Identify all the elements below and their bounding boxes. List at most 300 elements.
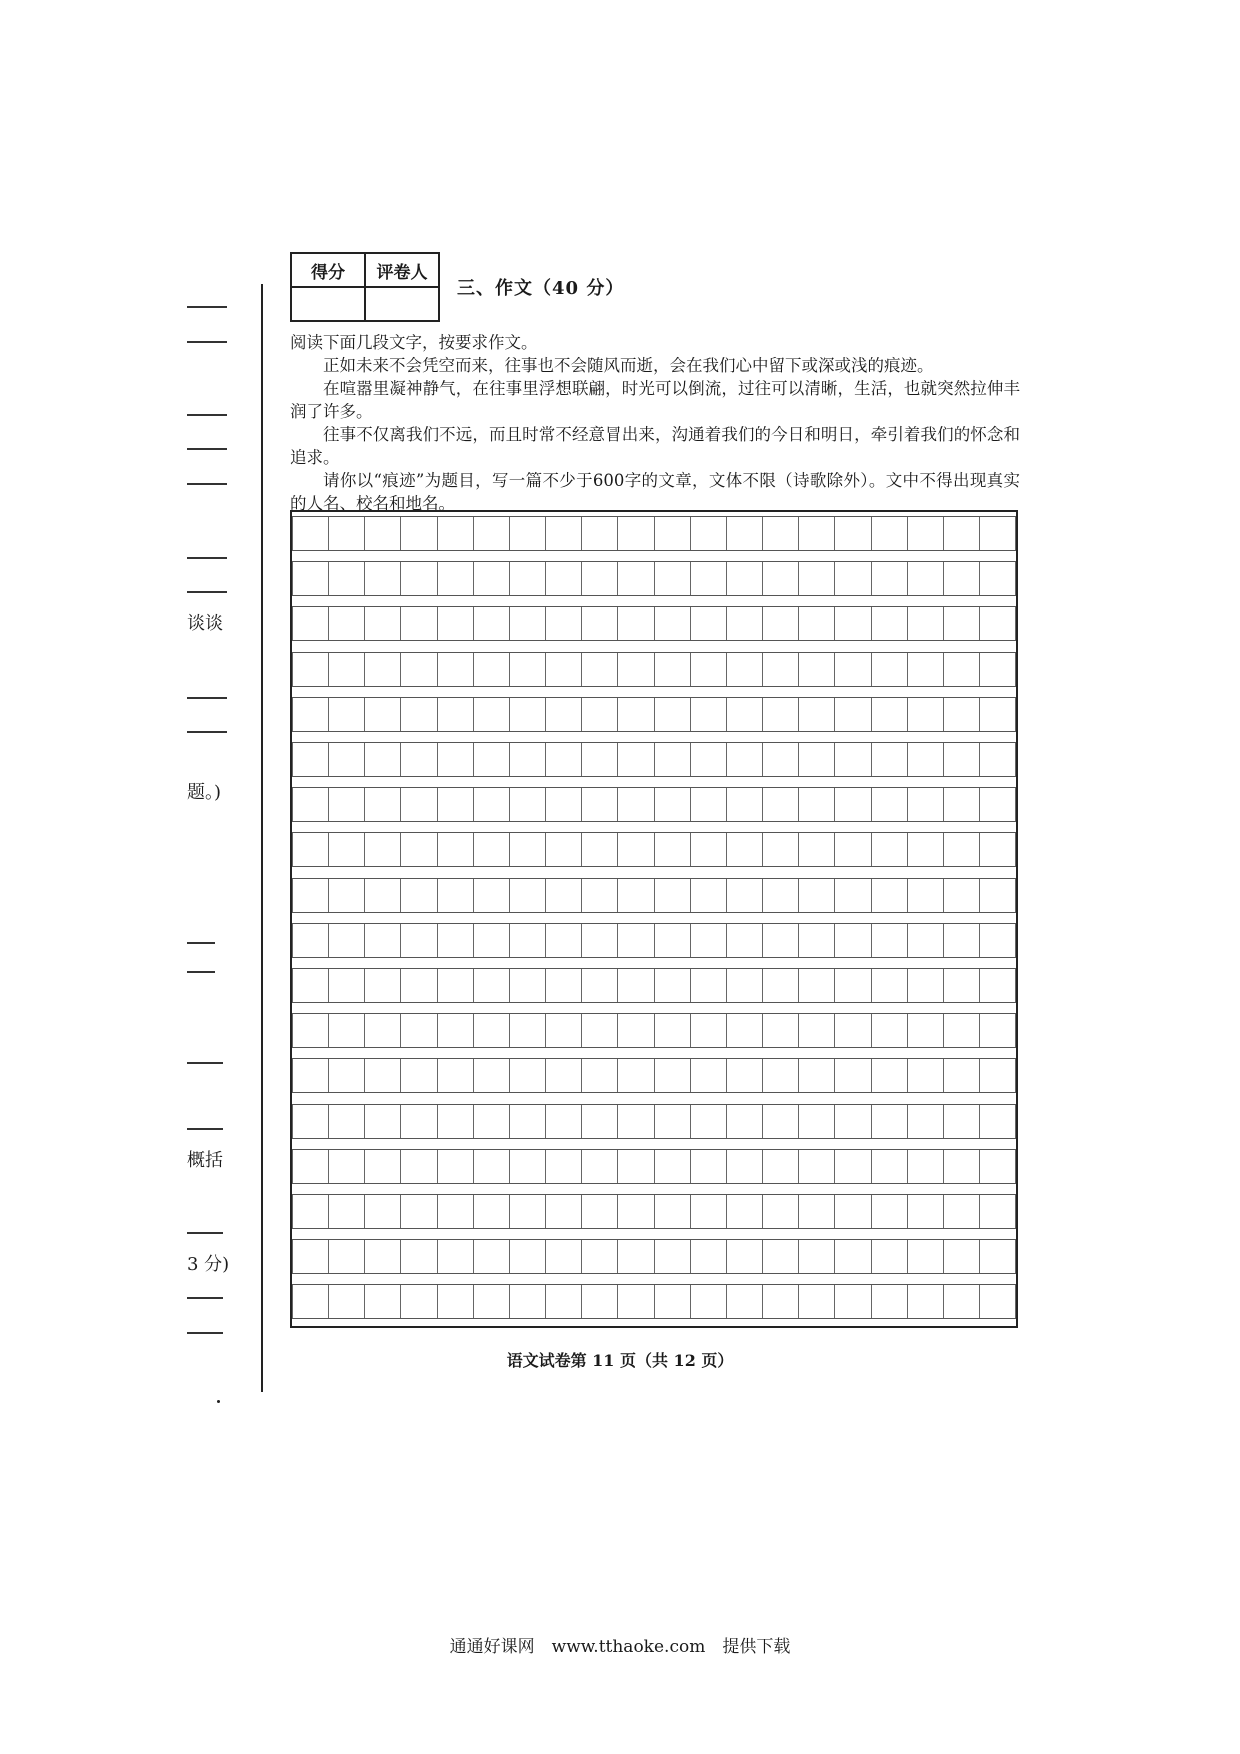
grid-cell[interactable] <box>329 1105 365 1138</box>
grid-cell[interactable] <box>872 924 908 957</box>
grid-cell[interactable] <box>944 1285 980 1318</box>
grid-cell[interactable] <box>944 1240 980 1273</box>
grader-field[interactable] <box>365 287 439 321</box>
grid-cell[interactable] <box>799 562 835 595</box>
grid-cell[interactable] <box>655 879 691 912</box>
grid-cell[interactable] <box>763 653 799 686</box>
grid-cell[interactable] <box>292 517 329 550</box>
grid-cell[interactable] <box>546 1195 582 1228</box>
score-field[interactable] <box>291 287 365 321</box>
grid-cell[interactable] <box>944 607 980 640</box>
grid-cell[interactable] <box>727 1059 763 1092</box>
grid-cell[interactable] <box>908 1240 944 1273</box>
grid-cell[interactable] <box>438 1105 474 1138</box>
grid-cell[interactable] <box>944 653 980 686</box>
grid-cell[interactable] <box>618 743 654 776</box>
grid-cell[interactable] <box>546 1240 582 1273</box>
grid-cell[interactable] <box>872 1240 908 1273</box>
grid-cell[interactable] <box>655 698 691 731</box>
grid-cell[interactable] <box>655 1014 691 1047</box>
grid-cell[interactable] <box>980 1285 1016 1318</box>
grid-cell[interactable] <box>582 1105 618 1138</box>
grid-cell[interactable] <box>799 1195 835 1228</box>
grid-cell[interactable] <box>292 1240 329 1273</box>
grid-cell[interactable] <box>365 969 401 1002</box>
grid-cell[interactable] <box>872 607 908 640</box>
grid-cell[interactable] <box>618 1150 654 1183</box>
grid-cell[interactable] <box>292 607 329 640</box>
grid-cell[interactable] <box>835 1195 871 1228</box>
grid-cell[interactable] <box>727 1195 763 1228</box>
grid-cell[interactable] <box>365 1195 401 1228</box>
grid-cell[interactable] <box>438 788 474 821</box>
grid-cell[interactable] <box>799 517 835 550</box>
grid-cell[interactable] <box>655 607 691 640</box>
grid-cell[interactable] <box>510 833 546 866</box>
grid-cell[interactable] <box>908 1195 944 1228</box>
grid-cell[interactable] <box>655 653 691 686</box>
grid-cell[interactable] <box>401 1195 437 1228</box>
grid-cell[interactable] <box>618 1240 654 1273</box>
grid-cell[interactable] <box>582 1195 618 1228</box>
grid-cell[interactable] <box>691 1240 727 1273</box>
grid-cell[interactable] <box>618 1014 654 1047</box>
grid-cell[interactable] <box>438 1195 474 1228</box>
grid-cell[interactable] <box>835 517 871 550</box>
grid-cell[interactable] <box>980 562 1016 595</box>
grid-cell[interactable] <box>546 653 582 686</box>
grid-cell[interactable] <box>582 653 618 686</box>
grid-cell[interactable] <box>872 653 908 686</box>
grid-cell[interactable] <box>401 607 437 640</box>
grid-cell[interactable] <box>944 788 980 821</box>
grid-cell[interactable] <box>655 562 691 595</box>
grid-cell[interactable] <box>582 743 618 776</box>
grid-cell[interactable] <box>474 562 510 595</box>
grid-cell[interactable] <box>944 924 980 957</box>
grid-cell[interactable] <box>763 562 799 595</box>
grid-cell[interactable] <box>618 788 654 821</box>
grid-cell[interactable] <box>292 879 329 912</box>
grid-cell[interactable] <box>329 1195 365 1228</box>
grid-cell[interactable] <box>908 1285 944 1318</box>
grid-cell[interactable] <box>510 517 546 550</box>
grid-cell[interactable] <box>582 1014 618 1047</box>
grid-cell[interactable] <box>691 833 727 866</box>
grid-cell[interactable] <box>401 1059 437 1092</box>
grid-cell[interactable] <box>618 517 654 550</box>
grid-cell[interactable] <box>365 1240 401 1273</box>
grid-cell[interactable] <box>727 969 763 1002</box>
grid-cell[interactable] <box>546 1285 582 1318</box>
grid-cell[interactable] <box>655 517 691 550</box>
grid-cell[interactable] <box>908 562 944 595</box>
grid-cell[interactable] <box>944 1105 980 1138</box>
grid-cell[interactable] <box>292 1105 329 1138</box>
grid-cell[interactable] <box>691 879 727 912</box>
grid-cell[interactable] <box>691 653 727 686</box>
grid-cell[interactable] <box>582 517 618 550</box>
grid-cell[interactable] <box>329 743 365 776</box>
grid-cell[interactable] <box>618 1059 654 1092</box>
grid-cell[interactable] <box>835 1105 871 1138</box>
grid-cell[interactable] <box>872 833 908 866</box>
grid-cell[interactable] <box>944 1150 980 1183</box>
grid-cell[interactable] <box>691 1150 727 1183</box>
grid-cell[interactable] <box>872 1285 908 1318</box>
grid-cell[interactable] <box>474 517 510 550</box>
grid-cell[interactable] <box>510 969 546 1002</box>
grid-cell[interactable] <box>872 743 908 776</box>
grid-cell[interactable] <box>510 562 546 595</box>
grid-cell[interactable] <box>691 562 727 595</box>
grid-cell[interactable] <box>474 833 510 866</box>
grid-cell[interactable] <box>835 1150 871 1183</box>
grid-cell[interactable] <box>908 743 944 776</box>
grid-cell[interactable] <box>980 879 1016 912</box>
grid-cell[interactable] <box>292 562 329 595</box>
grid-cell[interactable] <box>908 833 944 866</box>
grid-cell[interactable] <box>908 1059 944 1092</box>
grid-cell[interactable] <box>582 607 618 640</box>
grid-cell[interactable] <box>365 1059 401 1092</box>
grid-cell[interactable] <box>835 1014 871 1047</box>
grid-cell[interactable] <box>438 833 474 866</box>
grid-cell[interactable] <box>510 1014 546 1047</box>
grid-cell[interactable] <box>365 562 401 595</box>
grid-cell[interactable] <box>980 969 1016 1002</box>
grid-cell[interactable] <box>546 1059 582 1092</box>
grid-cell[interactable] <box>510 698 546 731</box>
grid-cell[interactable] <box>763 924 799 957</box>
grid-cell[interactable] <box>944 1059 980 1092</box>
grid-cell[interactable] <box>546 517 582 550</box>
grid-cell[interactable] <box>365 1285 401 1318</box>
grid-cell[interactable] <box>401 562 437 595</box>
grid-cell[interactable] <box>474 788 510 821</box>
grid-cell[interactable] <box>655 924 691 957</box>
grid-cell[interactable] <box>944 833 980 866</box>
grid-cell[interactable] <box>835 607 871 640</box>
grid-cell[interactable] <box>799 879 835 912</box>
grid-cell[interactable] <box>763 1150 799 1183</box>
grid-cell[interactable] <box>727 1105 763 1138</box>
grid-cell[interactable] <box>510 1059 546 1092</box>
grid-cell[interactable] <box>546 833 582 866</box>
grid-cell[interactable] <box>329 879 365 912</box>
grid-cell[interactable] <box>655 743 691 776</box>
grid-cell[interactable] <box>655 788 691 821</box>
grid-cell[interactable] <box>691 607 727 640</box>
grid-cell[interactable] <box>618 607 654 640</box>
grid-cell[interactable] <box>510 607 546 640</box>
grid-cell[interactable] <box>292 1014 329 1047</box>
grid-cell[interactable] <box>691 1285 727 1318</box>
grid-cell[interactable] <box>727 607 763 640</box>
grid-cell[interactable] <box>510 1105 546 1138</box>
grid-cell[interactable] <box>799 743 835 776</box>
grid-cell[interactable] <box>980 743 1016 776</box>
grid-cell[interactable] <box>618 879 654 912</box>
grid-cell[interactable] <box>872 969 908 1002</box>
grid-cell[interactable] <box>872 1150 908 1183</box>
grid-cell[interactable] <box>510 924 546 957</box>
grid-cell[interactable] <box>582 1059 618 1092</box>
grid-cell[interactable] <box>365 743 401 776</box>
grid-cell[interactable] <box>763 788 799 821</box>
grid-cell[interactable] <box>799 833 835 866</box>
grid-cell[interactable] <box>546 788 582 821</box>
grid-cell[interactable] <box>474 1285 510 1318</box>
grid-cell[interactable] <box>438 969 474 1002</box>
grid-cell[interactable] <box>763 1285 799 1318</box>
grid-cell[interactable] <box>691 698 727 731</box>
grid-cell[interactable] <box>835 653 871 686</box>
grid-cell[interactable] <box>329 698 365 731</box>
grid-cell[interactable] <box>546 924 582 957</box>
grid-cell[interactable] <box>546 562 582 595</box>
grid-cell[interactable] <box>329 1240 365 1273</box>
grid-cell[interactable] <box>582 833 618 866</box>
grid-cell[interactable] <box>292 1285 329 1318</box>
grid-cell[interactable] <box>292 1150 329 1183</box>
grid-cell[interactable] <box>944 879 980 912</box>
grid-cell[interactable] <box>691 788 727 821</box>
grid-cell[interactable] <box>799 607 835 640</box>
grid-cell[interactable] <box>908 1105 944 1138</box>
grid-cell[interactable] <box>546 1014 582 1047</box>
grid-cell[interactable] <box>510 653 546 686</box>
grid-cell[interactable] <box>474 924 510 957</box>
grid-cell[interactable] <box>618 833 654 866</box>
grid-cell[interactable] <box>438 1014 474 1047</box>
grid-cell[interactable] <box>763 517 799 550</box>
grid-cell[interactable] <box>438 924 474 957</box>
grid-cell[interactable] <box>944 1014 980 1047</box>
grid-cell[interactable] <box>401 924 437 957</box>
grid-cell[interactable] <box>329 562 365 595</box>
grid-cell[interactable] <box>980 653 1016 686</box>
grid-cell[interactable] <box>582 788 618 821</box>
grid-cell[interactable] <box>401 833 437 866</box>
grid-cell[interactable] <box>546 879 582 912</box>
grid-cell[interactable] <box>401 653 437 686</box>
grid-cell[interactable] <box>655 1105 691 1138</box>
grid-cell[interactable] <box>365 653 401 686</box>
grid-cell[interactable] <box>908 1014 944 1047</box>
grid-cell[interactable] <box>691 1105 727 1138</box>
grid-cell[interactable] <box>727 517 763 550</box>
grid-cell[interactable] <box>401 743 437 776</box>
grid-cell[interactable] <box>438 517 474 550</box>
grid-cell[interactable] <box>727 1240 763 1273</box>
grid-cell[interactable] <box>655 1059 691 1092</box>
grid-cell[interactable] <box>401 517 437 550</box>
grid-cell[interactable] <box>365 788 401 821</box>
grid-cell[interactable] <box>691 1195 727 1228</box>
grid-cell[interactable] <box>365 833 401 866</box>
grid-cell[interactable] <box>474 653 510 686</box>
grid-cell[interactable] <box>582 562 618 595</box>
grid-cell[interactable] <box>546 1105 582 1138</box>
grid-cell[interactable] <box>763 698 799 731</box>
grid-cell[interactable] <box>438 607 474 640</box>
grid-cell[interactable] <box>438 743 474 776</box>
grid-cell[interactable] <box>292 924 329 957</box>
grid-cell[interactable] <box>908 969 944 1002</box>
grid-cell[interactable] <box>655 1240 691 1273</box>
grid-cell[interactable] <box>365 1150 401 1183</box>
grid-cell[interactable] <box>438 879 474 912</box>
grid-cell[interactable] <box>401 1285 437 1318</box>
grid-cell[interactable] <box>438 562 474 595</box>
grid-cell[interactable] <box>329 517 365 550</box>
grid-cell[interactable] <box>329 607 365 640</box>
grid-cell[interactable] <box>727 788 763 821</box>
grid-cell[interactable] <box>763 1240 799 1273</box>
grid-cell[interactable] <box>908 1150 944 1183</box>
grid-cell[interactable] <box>329 924 365 957</box>
grid-cell[interactable] <box>438 1240 474 1273</box>
grid-cell[interactable] <box>835 879 871 912</box>
grid-cell[interactable] <box>908 788 944 821</box>
grid-cell[interactable] <box>582 969 618 1002</box>
grid-cell[interactable] <box>691 1059 727 1092</box>
grid-cell[interactable] <box>799 1240 835 1273</box>
grid-cell[interactable] <box>474 969 510 1002</box>
grid-cell[interactable] <box>329 1059 365 1092</box>
grid-cell[interactable] <box>329 833 365 866</box>
grid-cell[interactable] <box>908 879 944 912</box>
grid-cell[interactable] <box>474 1240 510 1273</box>
grid-cell[interactable] <box>292 698 329 731</box>
grid-cell[interactable] <box>908 698 944 731</box>
grid-cell[interactable] <box>799 924 835 957</box>
grid-cell[interactable] <box>365 1014 401 1047</box>
grid-cell[interactable] <box>727 653 763 686</box>
grid-cell[interactable] <box>510 1150 546 1183</box>
grid-cell[interactable] <box>835 833 871 866</box>
grid-cell[interactable] <box>944 743 980 776</box>
grid-cell[interactable] <box>835 1059 871 1092</box>
grid-cell[interactable] <box>655 833 691 866</box>
grid-cell[interactable] <box>618 562 654 595</box>
grid-cell[interactable] <box>329 1014 365 1047</box>
grid-cell[interactable] <box>799 698 835 731</box>
grid-cell[interactable] <box>727 1014 763 1047</box>
grid-cell[interactable] <box>872 1105 908 1138</box>
writing-grid[interactable] <box>290 510 1018 1328</box>
grid-cell[interactable] <box>763 1014 799 1047</box>
grid-cell[interactable] <box>582 924 618 957</box>
grid-cell[interactable] <box>329 1150 365 1183</box>
grid-cell[interactable] <box>401 1150 437 1183</box>
grid-cell[interactable] <box>618 969 654 1002</box>
grid-cell[interactable] <box>329 653 365 686</box>
grid-cell[interactable] <box>401 1105 437 1138</box>
grid-cell[interactable] <box>329 1285 365 1318</box>
grid-cell[interactable] <box>292 788 329 821</box>
grid-cell[interactable] <box>474 1195 510 1228</box>
grid-cell[interactable] <box>474 1105 510 1138</box>
grid-cell[interactable] <box>655 1195 691 1228</box>
grid-cell[interactable] <box>799 1105 835 1138</box>
grid-cell[interactable] <box>438 1285 474 1318</box>
grid-cell[interactable] <box>474 1150 510 1183</box>
grid-cell[interactable] <box>835 1285 871 1318</box>
grid-cell[interactable] <box>980 1195 1016 1228</box>
grid-cell[interactable] <box>401 788 437 821</box>
grid-cell[interactable] <box>365 607 401 640</box>
grid-cell[interactable] <box>727 743 763 776</box>
grid-cell[interactable] <box>980 1014 1016 1047</box>
grid-cell[interactable] <box>980 788 1016 821</box>
grid-cell[interactable] <box>401 879 437 912</box>
grid-cell[interactable] <box>980 833 1016 866</box>
grid-cell[interactable] <box>546 1150 582 1183</box>
grid-cell[interactable] <box>799 1014 835 1047</box>
grid-cell[interactable] <box>438 653 474 686</box>
grid-cell[interactable] <box>474 607 510 640</box>
grid-cell[interactable] <box>799 788 835 821</box>
grid-cell[interactable] <box>582 1150 618 1183</box>
grid-cell[interactable] <box>872 1059 908 1092</box>
grid-cell[interactable] <box>980 1105 1016 1138</box>
grid-cell[interactable] <box>763 1195 799 1228</box>
grid-cell[interactable] <box>799 969 835 1002</box>
grid-cell[interactable] <box>944 1195 980 1228</box>
grid-cell[interactable] <box>727 562 763 595</box>
grid-cell[interactable] <box>474 698 510 731</box>
grid-cell[interactable] <box>835 1240 871 1273</box>
grid-cell[interactable] <box>618 653 654 686</box>
grid-cell[interactable] <box>763 1059 799 1092</box>
grid-cell[interactable] <box>582 1240 618 1273</box>
grid-cell[interactable] <box>292 653 329 686</box>
grid-cell[interactable] <box>691 924 727 957</box>
grid-cell[interactable] <box>401 1014 437 1047</box>
grid-cell[interactable] <box>727 879 763 912</box>
grid-cell[interactable] <box>799 1059 835 1092</box>
grid-cell[interactable] <box>872 788 908 821</box>
grid-cell[interactable] <box>691 743 727 776</box>
grid-cell[interactable] <box>980 924 1016 957</box>
grid-cell[interactable] <box>872 879 908 912</box>
grid-cell[interactable] <box>474 1014 510 1047</box>
grid-cell[interactable] <box>292 743 329 776</box>
grid-cell[interactable] <box>835 969 871 1002</box>
grid-cell[interactable] <box>727 1285 763 1318</box>
grid-cell[interactable] <box>799 1150 835 1183</box>
grid-cell[interactable] <box>763 879 799 912</box>
grid-cell[interactable] <box>292 1195 329 1228</box>
grid-cell[interactable] <box>474 743 510 776</box>
grid-cell[interactable] <box>691 517 727 550</box>
grid-cell[interactable] <box>546 607 582 640</box>
grid-cell[interactable] <box>582 698 618 731</box>
grid-cell[interactable] <box>618 1195 654 1228</box>
grid-cell[interactable] <box>835 924 871 957</box>
grid-cell[interactable] <box>908 517 944 550</box>
grid-cell[interactable] <box>510 743 546 776</box>
grid-cell[interactable] <box>944 517 980 550</box>
grid-cell[interactable] <box>546 743 582 776</box>
grid-cell[interactable] <box>655 1285 691 1318</box>
grid-cell[interactable] <box>292 1059 329 1092</box>
grid-cell[interactable] <box>618 924 654 957</box>
grid-cell[interactable] <box>799 653 835 686</box>
grid-cell[interactable] <box>474 879 510 912</box>
